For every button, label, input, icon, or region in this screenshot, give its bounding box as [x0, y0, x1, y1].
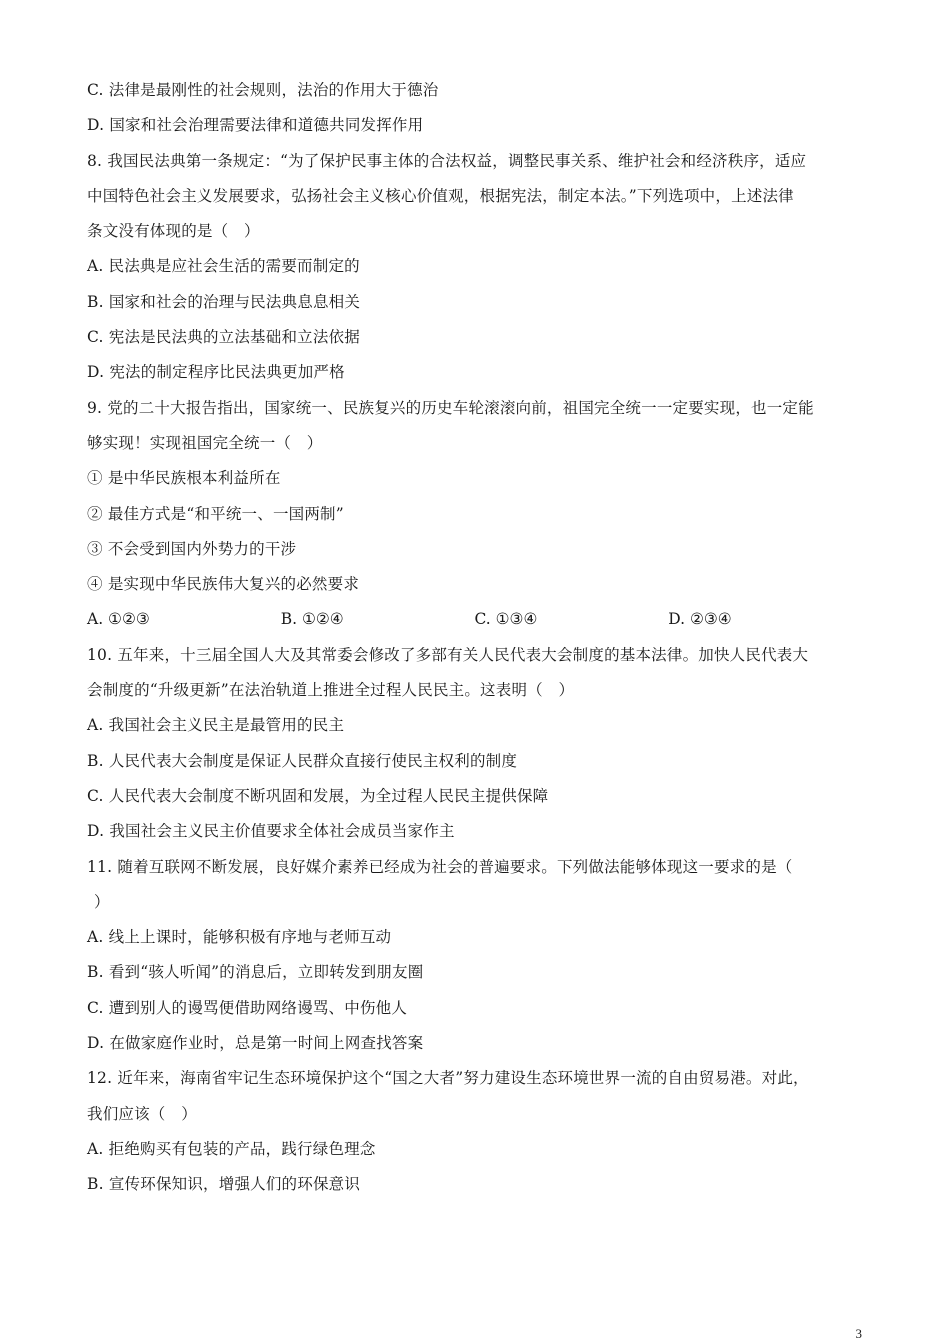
q7-option-c: C. 法律是最刚性的社会规则，法治的作用大于德治: [87, 81, 439, 99]
q12-option-a: A. 拒绝购买有包装的产品，践行绿色理念: [87, 1139, 376, 1158]
q9-option-a: A. ①②③: [87, 610, 150, 629]
q8-stem-line-1: 8. 我国民法典第一条规定：“为了保护民事主体的合法权益，调整民事关系、维护社会和经济秩序，适应: [87, 151, 807, 170]
q9-statement-3: ③ 不会受到国内外势力的干涉: [87, 539, 297, 558]
q8-option-c: C. 宪法是民法典的立法基础和立法依据: [87, 328, 360, 347]
q9-stem-line-1: 9. 党的二十大报告指出，国家统一、民族复兴的历史车轮滚滚向前，祖国完全统一一定要实现，也一定能: [87, 398, 814, 417]
q11-option-b: B. 看到“骇人听闻”的消息后，立即转发到朋友圈: [87, 963, 424, 982]
q10-stem-line-2: 会制度的“升级更新”在法治轨道上推进全过程人民民主。这表明（ ）: [87, 681, 575, 700]
q9-statement-4: ④ 是实现中华民族伟大复兴的必然要求: [87, 575, 360, 594]
q12-option-b: B. 宣传环保知识，增强人们的环保意识: [87, 1175, 361, 1194]
q8-option-b: B. 国家和社会的治理与民法典息息相关: [87, 292, 361, 311]
q9-stem-line-2: 够实现！实现祖国完全统一（ ）: [87, 433, 323, 452]
q9-option-c: C. ①③④: [474, 610, 538, 629]
q9-options-row: [87, 602, 862, 637]
q9-option-b: B. ①②④: [280, 610, 344, 629]
q11-stem-line-1: 11. 随着互联网不断发展，良好媒介素养已经成为社会的普遍要求。下列做法能够体现这一要求的是（: [87, 857, 793, 876]
page-number: 3: [855, 1326, 862, 1341]
q8-stem-line-3: 条文没有体现的是（ ）: [87, 222, 260, 241]
q7-option-d: D. 国家和社会治理需要法律和道德共同发挥作用: [87, 116, 424, 135]
q11-stem-line-2: ）: [94, 892, 110, 911]
q8-option-d: D. 宪法的制定程序比民法典更加严格: [87, 363, 345, 382]
q12-stem-line-2: 我们应该（ ）: [87, 1104, 197, 1123]
q10-option-c: C. 人民代表大会制度不断巩固和发展，为全过程人民民主提供保障: [87, 786, 549, 805]
q12-stem-line-1: 12. 近年来，海南省牢记生态环境保护这个“国之大者”努力建设生态环境世界一流的自由贸易港。对此，: [87, 1069, 809, 1088]
q11-option-d: D. 在做家庭作业时，总是第一时间上网查找答案: [87, 1034, 424, 1053]
q9-option-d: D. ②③④: [668, 610, 732, 629]
q11-option-c: C. 遭到别人的谩骂便借助网络谩骂、中伤他人: [87, 998, 408, 1017]
document-page: [87, 73, 862, 1203]
q8-option-a: A. 民法典是应社会生活的需要而制定的: [87, 257, 360, 276]
q10-option-a: A. 我国社会主义民主是最管用的民主: [87, 716, 345, 735]
q10-option-b: B. 人民代表大会制度是保证人民群众直接行使民主权利的制度: [87, 751, 518, 770]
q9-statement-1: ① 是中华民族根本利益所在: [87, 469, 281, 488]
q11-option-a: A. 线上上课时，能够积极有序地与老师互动: [87, 928, 392, 947]
q9-statement-2: ② 最佳方式是“和平统一、一国两制”: [87, 504, 344, 523]
q10-option-d: D. 我国社会主义民主价值要求全体社会成员当家作主: [87, 822, 455, 841]
q8-stem-line-2: 中国特色社会主义发展要求，弘扬社会主义核心价值观，根据宪法，制定本法。”下列选项中，上述法律: [87, 186, 794, 205]
q10-stem-line-1: 10. 五年来，十三届全国人大及其常委会修改了多部有关人民代表大会制度的基本法律。加快人民代表大: [87, 645, 809, 664]
